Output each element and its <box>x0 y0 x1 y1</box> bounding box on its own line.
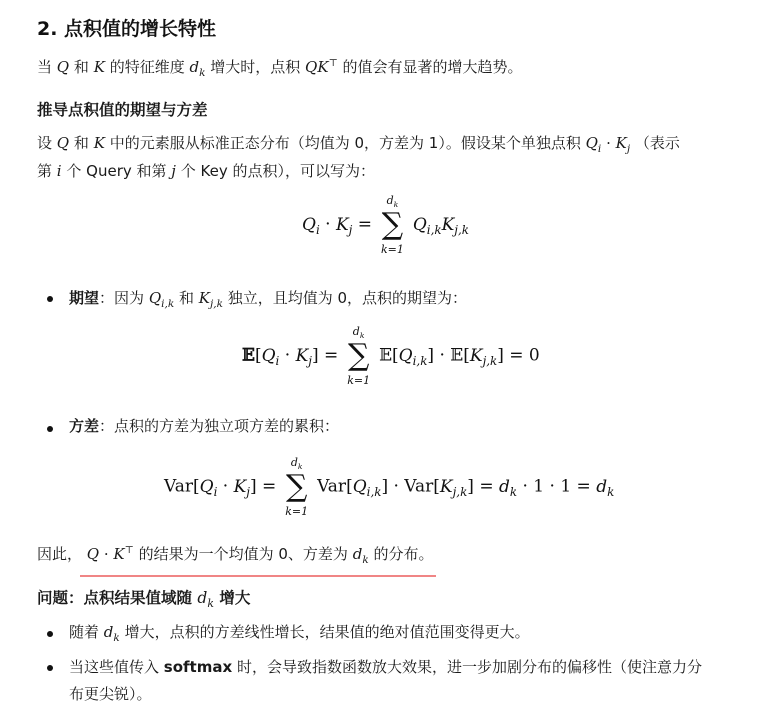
derive-text: 设 <box>37 134 53 152</box>
derive-text: （表示 <box>634 134 680 152</box>
derive-text: 个 Query 和第 <box>66 162 167 180</box>
derive-heading: 推导点积值的期望与方差 <box>37 101 208 119</box>
bullet-variance-growth: 随着 $d_k$ 增大，点积的方差线性增长，结果值的绝对值范围变得更大。 <box>69 623 530 644</box>
expectation-text: 独立，且均值为 0，点积的期望为： <box>227 289 468 307</box>
variance-line <box>69 415 339 437</box>
intro-text: 当 <box>37 58 53 76</box>
problem-heading-text: 问题：点积结果值域随 <box>37 589 193 607</box>
bullet-softmax-line2: 布更尖锐）。 <box>69 685 152 703</box>
bullet-dot <box>47 631 53 637</box>
bullet-dot <box>47 426 53 432</box>
bullet-dot <box>47 296 53 302</box>
conclusion-text: 的分布。 <box>373 545 434 563</box>
derive-text: 中的元素服从标准正态分布（均值为 0，方差为 1）。假设某个单独点积 <box>109 134 581 152</box>
expectation-label: 期望 <box>69 289 100 307</box>
conclusion-text: 因此， <box>37 545 83 563</box>
intro-text: 和 <box>73 58 89 76</box>
expectation-text: 和 <box>178 289 194 307</box>
bullet-text: 随着 <box>69 623 100 641</box>
section-title: 2. 点积值的增长特性 <box>37 18 217 40</box>
variance-label: 方差 <box>69 417 100 435</box>
softmax-term: softmax <box>163 658 233 676</box>
conclusion-line: 因此， Q · K⊤ 的结果为一个均值为 0、方差为 $d_k$ 的分布。 <box>37 545 434 566</box>
derive-text: 和 <box>73 134 89 152</box>
bullet-text: 时，会导致指数函数放大效果，进一步加剧分布的偏移性（使注意力分 <box>236 658 702 676</box>
problem-heading: 问题：点积结果值域随 $d_k$ 增大 <box>37 589 251 610</box>
conclusion-text: 的结果为一个均值为 0、方差为 <box>138 545 348 563</box>
bullet-softmax-line1 <box>69 656 702 678</box>
bullet-dot <box>47 665 53 671</box>
derive-text: 个 Key 的点积），可以写为： <box>180 162 375 180</box>
derive-paragraph-line1: 设 Q 和 K 中的元素服从标准正态分布（均值为 0，方差为 1）。假设某个单独点积 $Q_i \cdot K_j$ （表示 <box>37 134 680 155</box>
derive-paragraph-line2: 第 i 个 Query 和第 j 个 Key 的点积），可以写为： <box>37 162 375 180</box>
equation-variance: $Var[Q_i \cdot K_j]$ = $d_k$ ∑ k=1 $Var[Q_{i,k}] \cdot Var[K_{j,k}] = d_k \cdot 1 \cdot 1 = d_k$ <box>164 456 615 518</box>
intro-text: 的值会有显著的增大趋势。 <box>342 58 523 76</box>
expectation-text: ：因为 <box>99 289 145 307</box>
bullet-text: 增大，点积的方差线性增长，结果值的绝对值范围变得更大。 <box>124 623 530 641</box>
intro-text: 的特征维度 <box>109 58 185 76</box>
equation-dot-product: $Q_i \cdot K_j$ = $d_k$ ∑ k=1 $Q_{i,k}K_{j,k}$ <box>302 194 469 256</box>
intro-text: 增大时，点积 <box>210 58 301 76</box>
problem-heading-text: 增大 <box>219 589 251 607</box>
expectation-line: 期望：因为 $Q_{i,k}$ 和 $K_{j,k}$ 独立，且均值为 0，点积的期望为： <box>69 289 468 310</box>
intro-paragraph: 当 Q 和 K 的特征维度 $d_k$ 增大时，点积 QK⊤ 的值会有显著的增大趋势。 <box>37 58 523 79</box>
highlight-underline <box>80 575 436 577</box>
derive-text: 第 <box>37 162 53 180</box>
equation-expectation: $𝔼[Q_i \cdot K_j]$ = $d_k$ ∑ k=1 $𝔼[Q_{i,k}]$ · $𝔼[K_{j,k}] = 0$ <box>242 325 540 387</box>
variance-text: ：点积的方差为独立项方差的累积： <box>99 417 340 435</box>
bullet-text: 当这些值传入 <box>69 658 160 676</box>
